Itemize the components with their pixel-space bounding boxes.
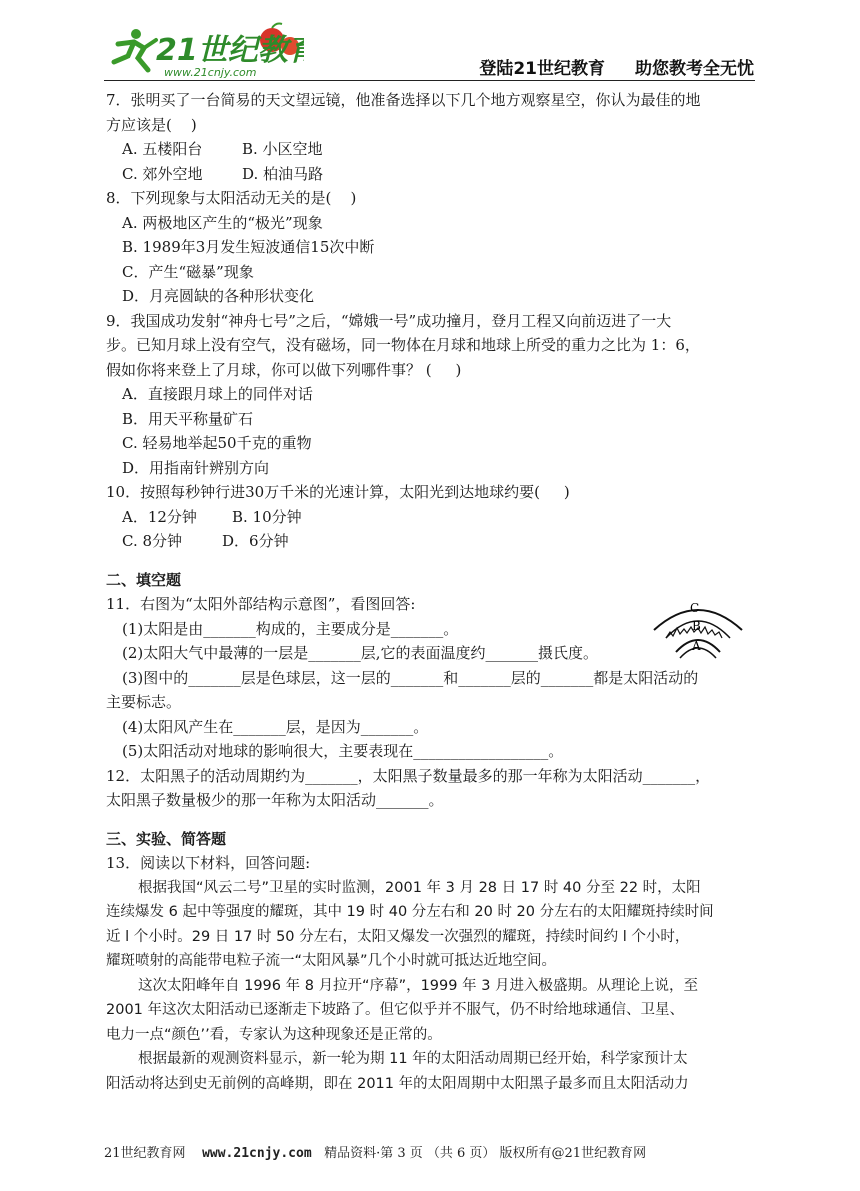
option-a: A．直接跟月球上的同伴对话: [122, 385, 313, 403]
sun-structure-diagram: [650, 598, 746, 662]
question-12-text-cont: 太阳黑子数量极少的那一年称为太阳活动_______。: [106, 791, 444, 809]
passage-line: 耀斑喷射的高能带电粒子流一“太阳风暴”几个小时就可抵达近地空间。: [106, 953, 557, 969]
passage-line: 电力一点“颜色’’看，专家认为这种现象还是正常的。: [106, 1026, 442, 1043]
footer-url[interactable]: www.21cnjy.com: [202, 1146, 312, 1161]
question-11-item-5: (5)太阳活动对地球的影响很大，主要表现在__________________。: [122, 742, 564, 760]
question-10-options-row2: [106, 529, 756, 554]
option-a: A. 两极地区产生的“极光”现象: [122, 213, 323, 232]
question-12-text: 12．太阳黑子的活动周期约为_______，太阳黑子数量最多的那一年称为太阳活动_______，: [106, 766, 711, 785]
runner-logo-icon: [104, 22, 304, 84]
diagram-label-a: A: [692, 639, 701, 653]
option-b: B. 10分钟: [232, 507, 302, 526]
header-divider: [104, 80, 755, 81]
question-8-text: 8．下列现象与太阳活动无关的是( ): [106, 189, 357, 207]
option-d: D. 柏油马路: [242, 164, 324, 183]
header-slogan: [479, 54, 754, 79]
option-a: A. 五楼阳台: [122, 140, 203, 158]
question-11-item-2: (2)太阳大气中最薄的一层是_______层,它的表面温度约_______摄氏度。: [122, 644, 599, 662]
option-d: D．月亮圆缺的各种形状变化: [122, 287, 315, 305]
passage-line: 阳活动将达到史无前例的高峰期，即在 2011 年的太阳周期中太阳黑子最多而且太阳活动力: [106, 1075, 689, 1092]
passage-line: 根据我国“风云二号”卫星的实时监测，2001 年 3 月 28 日 17 时 40 分至 22 时，太阳: [138, 879, 701, 896]
site-logo[interactable]: [104, 22, 304, 84]
question-9-text-cont: 步。已知月球上没有空气，没有磁场，同一物体在月球和地球上所受的重力之比为 1：6，: [106, 336, 700, 354]
passage-line: 近 l 个小时。29 日 17 时 50 分左右，太阳又爆发一次强烈的耀斑，持续时间约 l 个小时，: [106, 928, 690, 945]
question-7-text-cont: 方应该是( ): [106, 115, 197, 134]
question-11-item-3-cont: 主要标志。: [106, 693, 182, 711]
question-9-text-cont2: 假如你将来登上了月球，你可以做下列哪件事？ ( ): [106, 360, 462, 379]
question-7-options-row2: [106, 162, 756, 187]
option-b: B. 小区空地: [242, 140, 323, 158]
svg-text:21世纪教育: 21世纪教育: [156, 33, 304, 68]
document-body: [106, 88, 756, 1096]
question-7-text: 7．张明买了一台简易的天文望远镜，他准备选择以下几个地方观察星空，你认为最佳的地: [106, 91, 701, 109]
question-10-options-row1: [106, 505, 756, 530]
slogan-help: 助您教考全无忧: [635, 59, 754, 79]
option-d: D．6分钟: [222, 532, 289, 550]
question-11-text: 11．右图为“太阳外部结构示意图”，看图回答:: [106, 595, 416, 613]
passage-line: 这次太阳峰年自 1996 年 8 月拉开“序幕”，1999 年 3 月进入极盛期。从理论上说，至: [138, 977, 699, 994]
question-7-options-row1: [106, 137, 756, 162]
page-footer: [104, 1142, 755, 1161]
option-c: C. 8分钟: [122, 532, 183, 550]
option-d: D．用指南针辨别方向: [122, 458, 270, 477]
option-b: B. 1989年3月发生短波通信15次中断: [122, 238, 375, 256]
passage-line: 2001 年这次太阳活动已逐渐走下坡路了。但它似乎并不服气，仍不时给地球通信、卫星、: [106, 1002, 685, 1018]
passage-line: 根据最新的观测资料显示，新一轮为期 11 年的太阳活动周期已经开始，科学家预计太: [138, 1051, 688, 1067]
option-c: C．产生“磁暴”现象: [122, 262, 254, 281]
option-b: B．用天平称量矿石: [122, 409, 254, 428]
question-11-item-3: (3)图中的_______层是色球层，这一层的_______和_______层的_______都是太阳活动的: [122, 668, 699, 687]
diagram-label-b: B: [692, 619, 701, 633]
option-c: C. 轻易地举起50千克的重物: [122, 434, 312, 452]
slogan-login: 登陆21世纪教育: [479, 59, 605, 79]
svg-text:www.21cnjy.com: www.21cnjy.com: [164, 66, 257, 79]
footer-page-info: 精品资料·第 3 页 （共 6 页） 版权所有@21世纪教育网: [324, 1146, 647, 1161]
option-a: A．12分钟: [122, 507, 197, 526]
section-heading-experiment: 三、实验、简答题: [106, 829, 227, 848]
passage-line: 连续爆发 6 起中等强度的耀斑，其中 19 时 40 分左右和 20 时 20 分左右的太阳耀斑持续时间: [106, 904, 714, 920]
question-9-text: 9．我国成功发射“神舟七号”之后，“嫦娥一号”成功撞月，登月工程又向前迈进了一大: [106, 311, 672, 330]
footer-site: 21世纪教育网: [104, 1146, 186, 1161]
option-c: C. 郊外空地: [122, 164, 203, 183]
page-header: [0, 0, 860, 84]
question-11-item-1: (1)太阳是由_______构成的，主要成分是_______。: [122, 619, 459, 638]
question-11-item-4: (4)太阳风产生在_______层，是因为_______。: [122, 717, 429, 736]
diagram-label-c: C: [690, 601, 700, 615]
question-13-text: 13．阅读以下材料，回答问题:: [106, 854, 311, 872]
section-heading-fill-in: 二、填空题: [106, 570, 182, 589]
question-10-text: 10．按照每秒钟行进30万千米的光速计算，太阳光到达地球约要( ): [106, 483, 570, 501]
